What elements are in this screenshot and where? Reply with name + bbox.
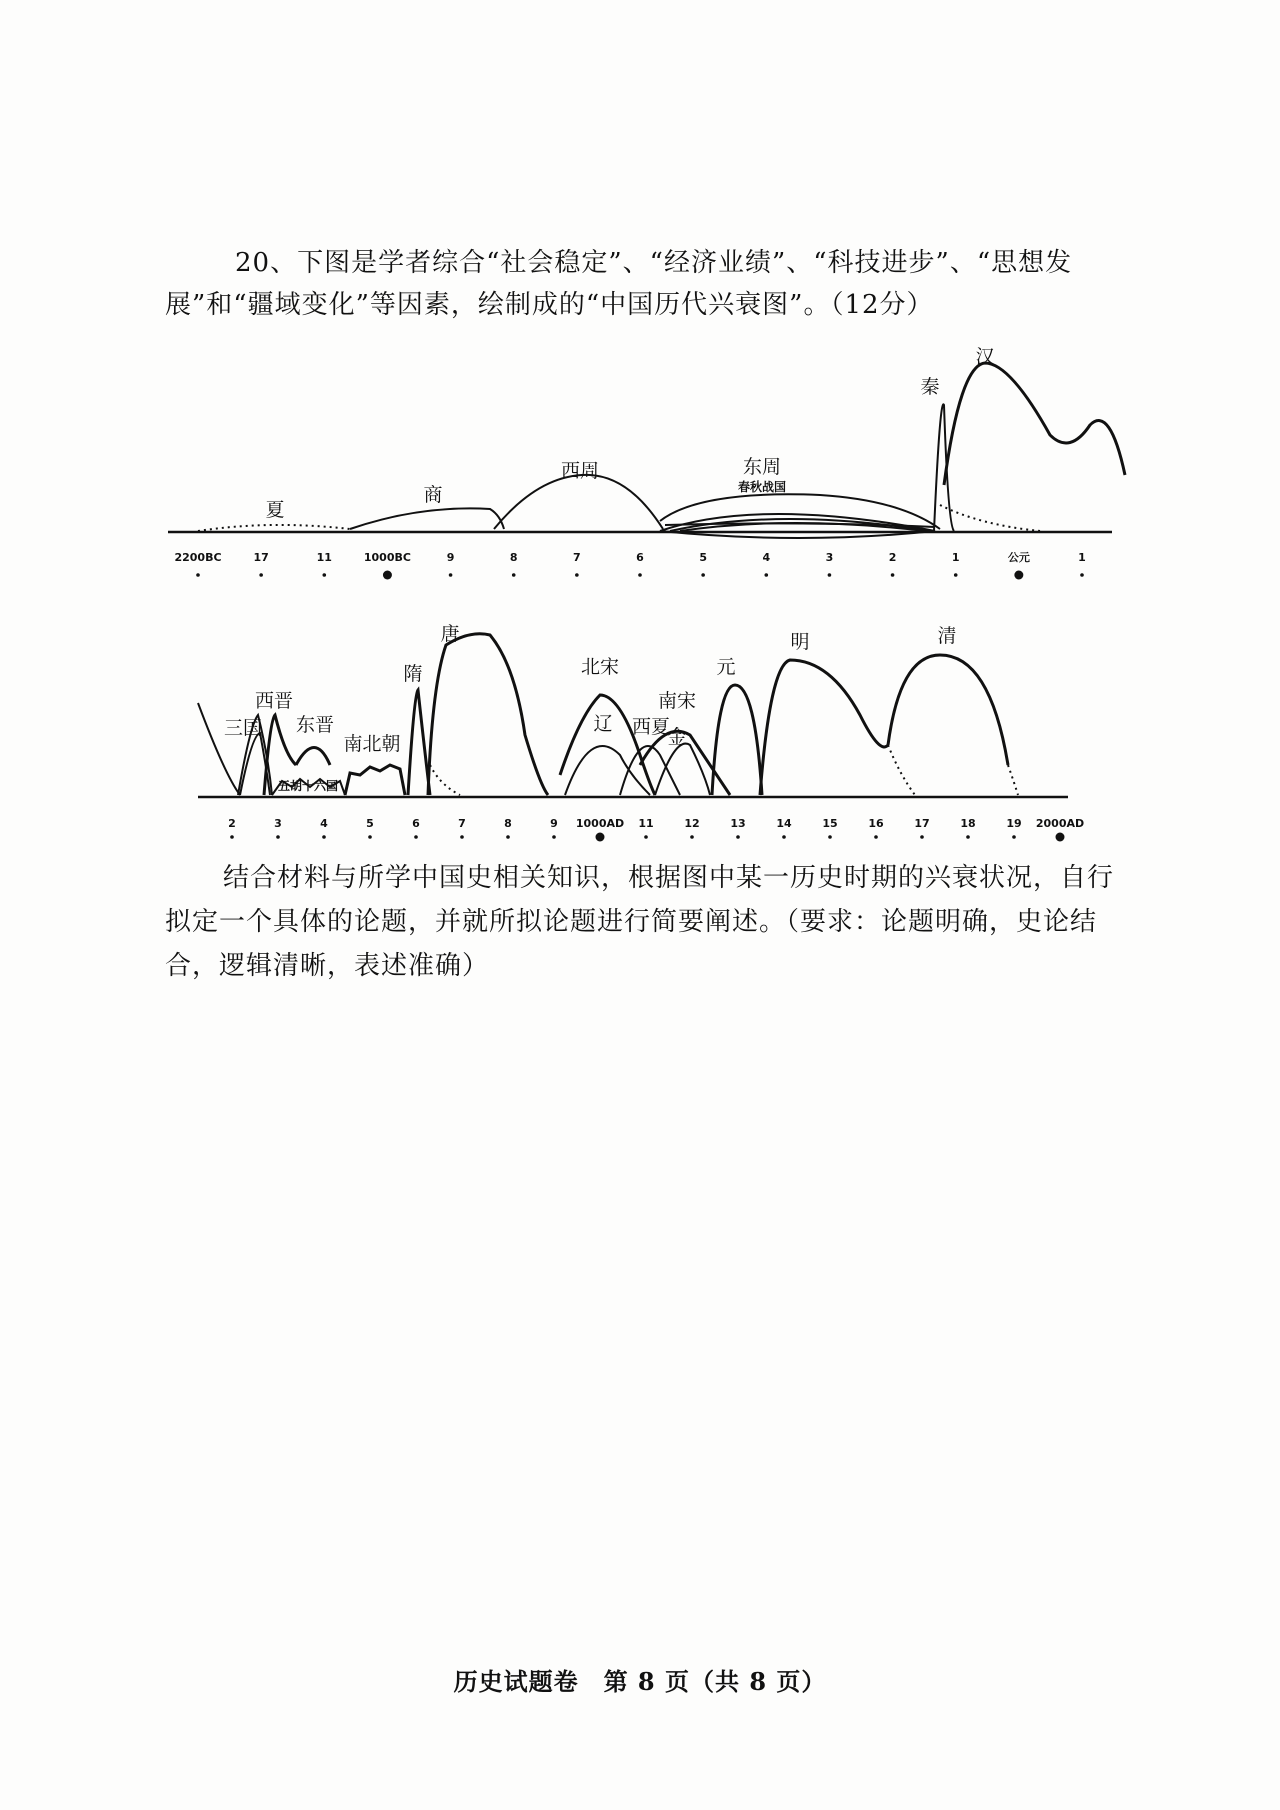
tick-label: 2	[888, 551, 897, 564]
tick-label: 8	[509, 551, 518, 564]
curve-xia	[198, 525, 350, 531]
tick-dot	[644, 835, 648, 839]
chart-imperial-dynasties	[0, 605, 1280, 855]
page-footer: 历史试题卷 第 8 页（共 8 页）	[453, 1667, 827, 1696]
tick-dot	[828, 573, 832, 577]
label-southern-song: 南宋	[657, 690, 697, 712]
tick-label: 7	[573, 551, 581, 564]
tick-dot	[638, 573, 642, 577]
tick-dot	[552, 835, 556, 839]
x-ticks-bottom	[228, 817, 1084, 842]
curve-ming	[760, 660, 888, 795]
tick-label: 7	[458, 817, 466, 830]
label-western-xia: 西夏	[631, 716, 671, 738]
tick-label: 12	[684, 817, 700, 830]
tick-dot	[1080, 573, 1084, 577]
label-tang: 唐	[440, 623, 460, 645]
label-xia: 夏	[265, 499, 285, 521]
tick-dot	[1056, 833, 1065, 842]
label-shang: 商	[423, 484, 443, 506]
tick-label: 13	[730, 817, 746, 830]
tick-dot	[506, 835, 510, 839]
tick-label: 3	[274, 817, 282, 830]
tick-label: 1000BC	[363, 551, 411, 564]
tick-dot	[383, 571, 392, 580]
tick-label: 6	[412, 817, 420, 830]
tick-dot	[230, 835, 234, 839]
label-western-zhou: 西周	[560, 460, 600, 482]
tick-dot	[322, 835, 326, 839]
label-western-jin: 西晋	[254, 690, 294, 712]
curve-sui	[408, 690, 430, 795]
tick-label: 2000AD	[1035, 817, 1085, 830]
label-sixteen-kingdoms: 五胡十六国	[277, 779, 339, 793]
tick-dot	[596, 833, 605, 842]
tick-label: 8	[504, 817, 512, 830]
label-yuan: 元	[716, 656, 736, 678]
question-task: 结合材料与所学中国史相关知识，根据图中某一历史时期的兴衰状况，自行拟定一个具体的论题，并就所拟论题进行简要阐述。（要求：论题明确，史论结合，逻辑清晰，表述准确）	[165, 863, 1115, 981]
curve-shang	[350, 508, 504, 529]
label-eastern-zhou: 东周	[742, 456, 782, 478]
tick-dot	[368, 835, 372, 839]
tick-label: 1000AD	[575, 817, 625, 830]
tick-dot	[322, 573, 326, 577]
curve-southern-northern	[345, 765, 405, 795]
curve-northern-song	[560, 695, 655, 795]
label-eastern-jin: 东晋	[295, 714, 335, 736]
tick-label: 17	[914, 817, 930, 830]
tick-dot	[259, 573, 263, 577]
tick-dot	[954, 573, 958, 577]
tick-dot	[414, 835, 418, 839]
tick-dot	[764, 573, 768, 577]
tick-label: 11	[638, 817, 654, 830]
tick-dot	[828, 835, 832, 839]
label-sui: 隋	[403, 663, 423, 685]
tick-label: 公元	[1007, 551, 1030, 564]
tick-dot	[196, 573, 200, 577]
tick-dot	[460, 835, 464, 839]
label-liao: 辽	[593, 713, 613, 735]
label-southern-northern: 南北朝	[343, 733, 401, 755]
tick-label: 15	[822, 817, 838, 830]
tick-label: 4	[762, 551, 771, 564]
label-jin: 金	[667, 726, 687, 748]
question-intro: 20、下图是学者综合“社会稳定”、“经济业绩”、“科技进步”、“思想发展”和“疆域变化”等因素，绘制成的“中国历代兴衰图”。（12分）	[165, 248, 1073, 320]
label-three-kingdoms: 三国	[223, 717, 263, 739]
tick-dot	[276, 835, 280, 839]
chart-ancient-dynasties	[0, 345, 1280, 595]
tick-dot	[690, 835, 694, 839]
label-han: 汉	[975, 346, 995, 368]
tick-dot	[736, 835, 740, 839]
tick-label: 3	[825, 551, 834, 564]
label-spring-autumn: 春秋战国	[737, 480, 787, 494]
tick-dot	[1014, 571, 1023, 580]
tick-dot	[920, 835, 924, 839]
tick-label: 4	[320, 817, 328, 830]
tick-label: 16	[868, 817, 884, 830]
curve-qing	[888, 655, 1008, 765]
tick-dot	[782, 835, 786, 839]
tick-label: 6	[636, 551, 644, 564]
tick-label: 11	[316, 551, 332, 564]
tick-label: 14	[776, 817, 792, 830]
tick-dot	[449, 573, 453, 577]
curve-qin	[934, 404, 954, 531]
label-qin: 秦	[920, 376, 940, 398]
tick-label: 5	[366, 817, 374, 830]
tick-label: 5	[699, 551, 707, 564]
tick-label: 18	[960, 817, 976, 830]
tick-label: 19	[1006, 817, 1022, 830]
tick-label: 9	[550, 817, 558, 830]
label-ming: 明	[790, 631, 810, 653]
tick-dot	[966, 835, 970, 839]
curve-eastern-jin	[296, 748, 330, 766]
tick-dot	[701, 573, 705, 577]
tick-dot	[512, 573, 516, 577]
curve-western-zhou	[494, 475, 663, 529]
x-ticks-top	[174, 550, 1085, 580]
tick-label: 1	[951, 551, 960, 564]
tick-dot	[891, 573, 895, 577]
label-northern-song: 北宋	[580, 656, 620, 678]
curve-han	[944, 363, 1125, 485]
label-qing: 清	[937, 625, 957, 647]
curve-western-xia	[620, 746, 680, 795]
tick-label: 17	[253, 551, 269, 564]
tick-dot	[874, 835, 878, 839]
tick-label: 1	[1078, 551, 1086, 564]
tick-label: 2	[228, 817, 236, 830]
tick-dot	[1012, 835, 1016, 839]
curve-tang	[428, 634, 548, 795]
tick-dot	[575, 573, 579, 577]
tick-label: 9	[446, 551, 455, 564]
tick-label: 2200BC	[174, 551, 222, 564]
